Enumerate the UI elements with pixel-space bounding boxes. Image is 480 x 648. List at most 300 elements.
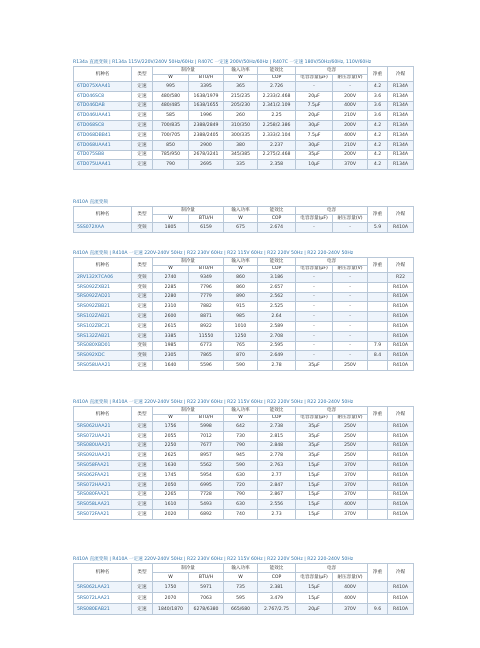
section-4 — [73, 399, 413, 520]
cell-input-w: 300/335 — [224, 130, 258, 140]
header-cop: COP — [258, 74, 296, 82]
cell-input-w: 860 — [224, 273, 258, 283]
cell-refrigerant: R410A — [388, 351, 414, 361]
cell-weight: 4.2 — [368, 130, 388, 140]
table-row — [74, 111, 414, 121]
cell-refrigerant: R410A — [388, 422, 414, 432]
cell-input-w: 595 — [224, 593, 258, 604]
cell-type: 变频 — [132, 351, 153, 361]
cell-cap-v: - — [333, 312, 368, 322]
cell-input-w: 365 — [224, 82, 258, 92]
cell-cooling-w: 2740 — [153, 273, 189, 283]
cell-cooling-btuh: 6995 — [189, 480, 224, 490]
cell-weight — [368, 490, 388, 500]
section-3 — [73, 250, 413, 371]
cell-type: 定速 — [132, 302, 153, 312]
cell-model: 5SS072XAA — [74, 223, 132, 233]
cell-refrigerant: R134A — [388, 101, 414, 111]
cell-model: 5RS102ZAB21 — [74, 312, 132, 322]
cell-cap-uf: 15μF — [296, 593, 333, 604]
cell-cap-uf: 35μF — [296, 150, 333, 160]
cell-cooling-w: 1805 — [153, 223, 189, 233]
table-row — [74, 302, 414, 312]
cell-input-w: 985 — [224, 312, 258, 322]
cell-cooling-btuh: 5562 — [189, 461, 224, 471]
cell-cap-v: 370V — [333, 480, 368, 490]
cell-cap-uf: - — [296, 282, 333, 292]
cell-refrigerant: R134A — [388, 111, 414, 121]
cell-model: 5RS072HAA21 — [74, 480, 132, 490]
header-cap-uf: 电容容量(μF) — [296, 573, 333, 582]
cell-cap-v: 200V — [333, 91, 368, 101]
header-energy: 能效比 — [258, 407, 296, 415]
cell-type: 定速 — [132, 451, 153, 461]
section-title: R410A 直流变频 | R410A 一定速 220V-240V 50Hz | R22 230V 60Hz | R22 115V 60Hz | R22 220V 50Hz | R22 220-240V 50Hz — [73, 557, 354, 562]
cell-weight — [368, 500, 388, 510]
cell-cop: 2.358 — [258, 160, 296, 170]
cell-type: 变频 — [132, 341, 153, 351]
cell-type: 定速 — [132, 121, 153, 131]
cell-refrigerant: R410A — [388, 331, 414, 341]
header-capacitor: 电容 — [296, 564, 368, 573]
cell-type: 定速 — [132, 480, 153, 490]
cell-cooling-w: 2285 — [153, 282, 189, 292]
cell-cap-uf: - — [296, 331, 333, 341]
header-cop: COP — [258, 414, 296, 422]
cell-cooling-w: 480/485 — [153, 101, 189, 111]
header-cap-v: 耐压容量(V) — [333, 265, 368, 273]
header-model: 机种名 — [74, 564, 132, 582]
cell-cap-uf: 35μF — [296, 422, 333, 432]
section-title: R410A 直流变频 — [73, 200, 108, 205]
cell-cooling-btuh: 7728 — [189, 490, 224, 500]
table-row — [74, 351, 414, 361]
cell-cooling-btuh: 7012 — [189, 431, 224, 441]
cell-cooling-w: 585 — [153, 111, 189, 121]
cell-cap-uf: 7.5μF — [296, 101, 333, 111]
cell-model: 5RS092XDC — [74, 351, 132, 361]
cell-cooling-btuh: 5596 — [189, 361, 224, 371]
cell-type: 定速 — [132, 431, 153, 441]
cell-input-w: 335 — [224, 160, 258, 170]
cell-weight: 7.9 — [368, 341, 388, 351]
cell-cooling-w: 1985 — [153, 341, 189, 351]
cell-cop: 2.763 — [258, 461, 296, 471]
cell-refrigerant: R410A — [388, 480, 414, 490]
header-model: 机种名 — [74, 207, 132, 223]
cell-cap-uf: - — [296, 292, 333, 302]
cell-type: 定速 — [132, 111, 153, 121]
cell-refrigerant: R22 — [388, 273, 414, 283]
cell-cop: 2.589 — [258, 321, 296, 331]
header-weight: 净重 — [368, 407, 388, 422]
cell-cooling-w: 1630 — [153, 461, 189, 471]
cell-cap-uf: 15μF — [296, 480, 333, 490]
cell-weight — [368, 422, 388, 432]
cell-cooling-w: 2020 — [153, 510, 189, 520]
cell-cooling-btuh: 11550 — [189, 331, 224, 341]
header-cooling: 制冷量 — [153, 258, 224, 266]
cell-model: 5RS092ZXB21 — [74, 282, 132, 292]
cell-cop: 2.649 — [258, 351, 296, 361]
cell-weight — [368, 321, 388, 331]
cell-cooling-btuh: 1638/1979 — [189, 91, 224, 101]
cell-type: 定速 — [132, 292, 153, 302]
cell-type: 定速 — [132, 361, 153, 371]
cell-cap-uf: 35μF — [296, 441, 333, 451]
cell-cooling-btuh: 3395 — [189, 82, 224, 92]
cell-input-w: 735 — [224, 582, 258, 593]
cell-cap-uf: 35μF — [296, 431, 333, 441]
table-row — [74, 160, 414, 170]
cell-cooling-w: 700/705 — [153, 130, 189, 140]
cell-cap-uf: 15μF — [296, 582, 333, 593]
header-cap-uf: 电容容量(μF) — [296, 74, 333, 82]
cell-cap-uf: 15μF — [296, 500, 333, 510]
cell-model: 6TD075UAA41 — [74, 160, 132, 170]
header-weight: 净重 — [368, 207, 388, 223]
cell-cooling-w: 2050 — [153, 480, 189, 490]
cell-cooling-btuh: 6278/6380 — [189, 604, 224, 615]
cell-input-w: 310/350 — [224, 121, 258, 131]
header-input-w: W — [224, 215, 258, 223]
section-title: R134a 直流变频 | R134a 115V/220V/240V 50Hz/60Hz | R407C 一定速 200V/50Hz/60Hz | R407C 一定速 180V/50Hz/60Hz, 110V/60Hz — [73, 60, 372, 65]
section-title: R410A 直流变频 | R410A 一定速 220V-240V 50Hz | R22 230V 60Hz | R22 115V 60Hz | R22 220V 50Hz | R22 220-240V 50Hz — [73, 251, 354, 256]
header-cap-v: 耐压容量(V) — [333, 414, 368, 422]
cell-cap-v: 400V — [333, 101, 368, 111]
spec-table — [73, 406, 414, 520]
cell-weight — [368, 361, 388, 371]
cell-cop: 2.77 — [258, 470, 296, 480]
cell-cap-uf: - — [296, 321, 333, 331]
header-input-w: W — [224, 573, 258, 582]
cell-input-w: 205/230 — [224, 101, 258, 111]
header-btuh: BTU/H — [189, 74, 224, 82]
cell-refrigerant: R410A — [388, 604, 414, 615]
cell-type: 定速 — [132, 604, 153, 615]
cell-cop: 2.258/2.386 — [258, 121, 296, 131]
cell-cap-v: 250V — [333, 431, 368, 441]
cell-cop: 2.657 — [258, 282, 296, 292]
cell-weight: 9.6 — [368, 604, 388, 615]
cell-input-w: 765 — [224, 341, 258, 351]
cell-type: 定速 — [132, 82, 153, 92]
cell-refrigerant: R410A — [388, 321, 414, 331]
header-cap-v: 耐压容量(V) — [333, 74, 368, 82]
cell-model: 5RS092ZAD21 — [74, 292, 132, 302]
header-cap-uf: 电容容量(μF) — [296, 414, 333, 422]
cell-cap-uf: - — [296, 302, 333, 312]
cell-cop: 3.479 — [258, 593, 296, 604]
header-input: 输入功率 — [224, 407, 258, 415]
table-row — [74, 321, 414, 331]
cell-cap-uf: 20μF — [296, 91, 333, 101]
cell-cop: 2.341/2.109 — [258, 101, 296, 111]
header-cop: COP — [258, 573, 296, 582]
cell-cop: 2.381 — [258, 582, 296, 593]
cell-input-w: 642 — [224, 422, 258, 432]
cell-refrigerant: R410A — [388, 312, 414, 322]
cell-cap-uf: 30μF — [296, 121, 333, 131]
cell-refrigerant: R410A — [388, 431, 414, 441]
table-row — [74, 150, 414, 160]
spec-table — [73, 206, 414, 233]
table-row — [74, 101, 414, 111]
cell-model: 6TD046DAB — [74, 101, 132, 111]
header-capacitor: 电容 — [296, 407, 368, 415]
cell-cap-uf: 15μF — [296, 470, 333, 480]
table-row — [74, 582, 414, 593]
cell-cooling-w: 1756 — [153, 422, 189, 432]
cell-cooling-w: 2055 — [153, 431, 189, 441]
cell-cooling-btuh: 7063 — [189, 593, 224, 604]
table-row — [74, 451, 414, 461]
cell-refrigerant: R410A — [388, 302, 414, 312]
cell-cooling-w: 2600 — [153, 312, 189, 322]
cell-model: 6TD068SC8 — [74, 121, 132, 131]
header-capacitor: 电容 — [296, 207, 368, 215]
cell-input-w: 860 — [224, 282, 258, 292]
table-row — [74, 130, 414, 140]
cell-model: 5RS072FAA21 — [74, 510, 132, 520]
header-refrigerant: 冷媒 — [388, 407, 414, 422]
header-btuh: BTU/H — [189, 265, 224, 273]
cell-cop: 2.867 — [258, 490, 296, 500]
cell-cooling-btuh: 2900 — [189, 140, 224, 150]
cell-type: 定速 — [132, 91, 153, 101]
cell-refrigerant: R410A — [388, 470, 414, 480]
cell-input-w: 915 — [224, 302, 258, 312]
header-input: 输入功率 — [224, 207, 258, 215]
cell-type: 定速 — [132, 160, 153, 170]
table-row — [74, 312, 414, 322]
cell-cap-v: 400V — [333, 593, 368, 604]
cell-weight: 3.6 — [368, 101, 388, 111]
cell-model: 5RS080EAB21 — [74, 604, 132, 615]
table-row — [74, 441, 414, 451]
header-refrigerant: 冷媒 — [388, 207, 414, 223]
cell-cap-v: 370V — [333, 604, 368, 615]
cell-input-w: 790 — [224, 490, 258, 500]
cell-input-w: 665/680 — [224, 604, 258, 615]
section-1 — [73, 59, 413, 170]
cell-refrigerant: R410A — [388, 361, 414, 371]
header-type: 类型 — [132, 564, 153, 582]
cell-refrigerant: R410A — [388, 510, 414, 520]
header-energy: 能效比 — [258, 67, 296, 75]
header-w: W — [153, 414, 189, 422]
cell-cap-uf: - — [296, 273, 333, 283]
cell-cap-uf: 20μF — [296, 111, 333, 121]
cell-weight — [368, 480, 388, 490]
cell-cooling-w: 2280 — [153, 292, 189, 302]
cell-cooling-w: 2070 — [153, 593, 189, 604]
header-refrigerant: 冷媒 — [388, 564, 414, 582]
cell-refrigerant: R134A — [388, 150, 414, 160]
section-title: R410A 直流变频 | R410A 一定速 220V-240V 50Hz | R22 230V 60Hz | R22 115V 60Hz | R22 220V 50Hz | R22 220-240V 50Hz — [73, 400, 354, 405]
cell-cooling-w: 850 — [153, 140, 189, 150]
table-row — [74, 140, 414, 150]
cell-refrigerant: R410A — [388, 341, 414, 351]
cell-model: 5RS058LAA21 — [74, 500, 132, 510]
cell-input-w: 630 — [224, 470, 258, 480]
cell-weight — [368, 292, 388, 302]
table-row — [74, 500, 414, 510]
cell-weight — [368, 582, 388, 593]
table-row — [74, 82, 414, 92]
cell-type: 定速 — [132, 140, 153, 150]
cell-model: 5RS080XBD01 — [74, 341, 132, 351]
cell-cop: 2.562 — [258, 292, 296, 302]
cell-weight: 4.2 — [368, 140, 388, 150]
cell-input-w: 590 — [224, 461, 258, 471]
header-cap-v: 耐压容量(V) — [333, 573, 368, 582]
cell-cap-v: 210V — [333, 111, 368, 121]
table-row — [74, 361, 414, 371]
cell-type: 定速 — [132, 510, 153, 520]
table-row — [74, 223, 414, 233]
cell-model: 5RS072UAA21 — [74, 431, 132, 441]
cell-model: 5RS062UAA21 — [74, 422, 132, 432]
cell-model: 5RS080FAA21 — [74, 490, 132, 500]
cell-cooling-w: 480/580 — [153, 91, 189, 101]
table-row — [74, 510, 414, 520]
cell-refrigerant: R134A — [388, 82, 414, 92]
cell-input-w: 675 — [224, 223, 258, 233]
table-row — [74, 480, 414, 490]
cell-model: 6TD068DBB41 — [74, 130, 132, 140]
cell-cooling-btuh: 2678/3241 — [189, 150, 224, 160]
header-energy: 能效比 — [258, 258, 296, 266]
cell-cooling-btuh: 5954 — [189, 470, 224, 480]
cell-weight: 4.2 — [368, 160, 388, 170]
cell-input-w: 740 — [224, 510, 258, 520]
table-row — [74, 490, 414, 500]
cell-refrigerant: R410A — [388, 282, 414, 292]
header-cap-uf: 电容容量(μF) — [296, 265, 333, 273]
header-input: 输入功率 — [224, 67, 258, 75]
cell-type: 定速 — [132, 582, 153, 593]
cell-weight: 4.2 — [368, 150, 388, 160]
cell-cap-v: 250V — [333, 451, 368, 461]
cell-cap-uf: 7.5μF — [296, 130, 333, 140]
table-row — [74, 461, 414, 471]
table-row — [74, 282, 414, 292]
spec-table — [73, 66, 414, 170]
cell-cap-v: 400V — [333, 130, 368, 140]
cell-type: 定速 — [132, 422, 153, 432]
cell-cooling-w: 2250 — [153, 441, 189, 451]
cell-input-w: 870 — [224, 351, 258, 361]
cell-cop: 2.595 — [258, 341, 296, 351]
cell-model: 5RS058UAA21 — [74, 361, 132, 371]
header-cap-v: 耐压容量(V) — [333, 215, 368, 223]
cell-cop: 2.333/2.104 — [258, 130, 296, 140]
cell-weight — [368, 510, 388, 520]
cell-cap-v: - — [333, 273, 368, 283]
cell-cap-uf: 20μF — [296, 604, 333, 615]
cell-cap-v: - — [333, 351, 368, 361]
table-row — [74, 604, 414, 615]
cell-refrigerant: R410A — [388, 582, 414, 593]
cell-cop: 2.73 — [258, 510, 296, 520]
cell-cop: 2.556 — [258, 500, 296, 510]
cell-weight: 4.2 — [368, 82, 388, 92]
cell-cooling-w: 3385 — [153, 331, 189, 341]
header-weight: 净重 — [368, 258, 388, 273]
header-w: W — [153, 265, 189, 273]
cell-weight — [368, 312, 388, 322]
cell-cooling-btuh: 7882 — [189, 302, 224, 312]
cell-cooling-btuh: 7865 — [189, 351, 224, 361]
header-model: 机种名 — [74, 67, 132, 82]
cell-model: 5RS072LAA21 — [74, 593, 132, 604]
cell-input-w: 215/235 — [224, 91, 258, 101]
header-w: W — [153, 74, 189, 82]
header-w: W — [153, 573, 189, 582]
table-row — [74, 91, 414, 101]
cell-type: 定速 — [132, 101, 153, 111]
cell-cooling-btuh: 6892 — [189, 510, 224, 520]
cell-cop: 2.237 — [258, 140, 296, 150]
cell-cap-v: 250V — [333, 361, 368, 371]
cell-refrigerant: R410A — [388, 593, 414, 604]
cell-type: 变频 — [132, 273, 153, 283]
cell-model: 5RS080UAA21 — [74, 441, 132, 451]
table-row — [74, 292, 414, 302]
cell-type: 定速 — [132, 441, 153, 451]
cell-refrigerant: R410A — [388, 461, 414, 471]
table-row — [74, 331, 414, 341]
cell-cop: 2.674 — [258, 223, 296, 233]
cell-cooling-btuh: 2695 — [189, 160, 224, 170]
cell-cooling-btuh: 5493 — [189, 500, 224, 510]
header-weight: 净重 — [368, 564, 388, 582]
header-type: 类型 — [132, 67, 153, 82]
cell-cap-v: 370V — [333, 470, 368, 480]
header-type: 类型 — [132, 258, 153, 273]
cell-cap-v: 370V — [333, 490, 368, 500]
table-row — [74, 593, 414, 604]
cell-cooling-w: 2305 — [153, 351, 189, 361]
cell-cop: 2.738 — [258, 422, 296, 432]
cell-cooling-btuh: 5971 — [189, 582, 224, 593]
cell-weight — [368, 431, 388, 441]
cell-cap-v: - — [333, 331, 368, 341]
header-cooling: 制冷量 — [153, 564, 224, 573]
cell-refrigerant: R410A — [388, 223, 414, 233]
header-input-w: W — [224, 265, 258, 273]
cell-cap-uf: 15μF — [296, 490, 333, 500]
cell-model: 6TD046UAA41 — [74, 111, 132, 121]
cell-type: 定速 — [132, 593, 153, 604]
cell-cooling-w: 2265 — [153, 490, 189, 500]
cell-weight — [368, 302, 388, 312]
cell-model: 5RS132ZAB21 — [74, 331, 132, 341]
header-capacitor: 电容 — [296, 258, 368, 266]
cell-refrigerant: R410A — [388, 292, 414, 302]
header-model: 机种名 — [74, 258, 132, 273]
cell-type: 定速 — [132, 500, 153, 510]
cell-cooling-w: 995 — [153, 82, 189, 92]
cell-cooling-btuh: 7677 — [189, 441, 224, 451]
cell-weight — [368, 461, 388, 471]
cell-cooling-btuh: 2388/2405 — [189, 130, 224, 140]
cell-cap-v: - — [333, 341, 368, 351]
cell-cooling-btuh: 5998 — [189, 422, 224, 432]
header-btuh: BTU/H — [189, 573, 224, 582]
cell-weight: 8.4 — [368, 351, 388, 361]
